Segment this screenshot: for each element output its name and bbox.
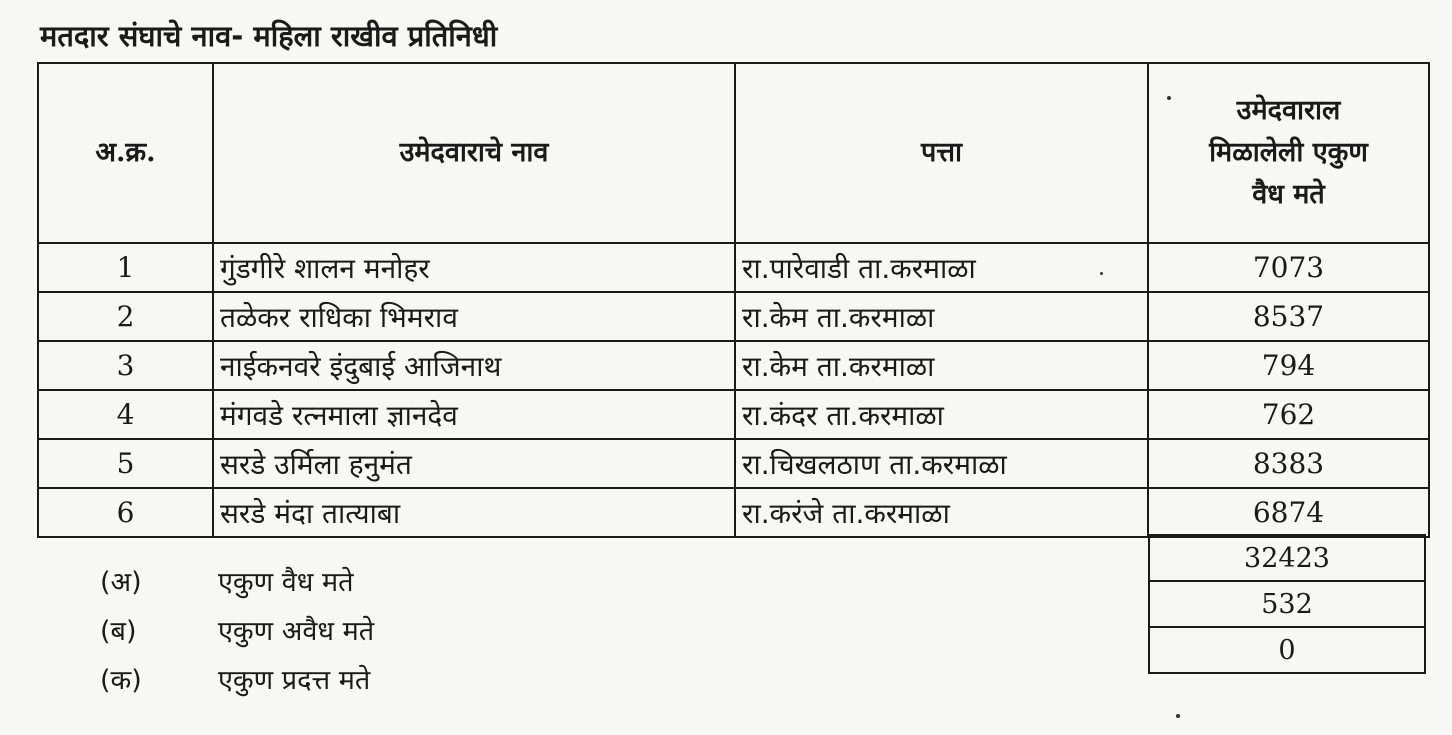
table-row	[38, 341, 1429, 390]
summary-label: एकुण प्रदत्त मते	[218, 665, 371, 696]
table-row	[38, 292, 1429, 341]
header-valid-votes-line-1: उमेदवाराल	[1236, 95, 1341, 126]
summary-label: एकुण वैध मते	[218, 567, 354, 598]
header-address: पत्ता	[735, 63, 1148, 243]
cell-candidate-name: तळेकर राधिका भिमराव	[213, 292, 735, 341]
cell-serial-number: 1	[38, 243, 213, 292]
results-table	[37, 62, 1430, 538]
summary-value-invalid: 532	[1149, 581, 1425, 627]
cell-serial-number: 3	[38, 341, 213, 390]
cell-serial-number: 2	[38, 292, 213, 341]
summary-value-valid: 32423	[1149, 535, 1425, 581]
scan-speck	[1167, 96, 1171, 100]
summary-value-tendered: 0	[1149, 627, 1425, 673]
summary-mark: (ब)	[100, 616, 137, 647]
cell-candidate-name: नाईकनवरे इंदुबाई आजिनाथ	[213, 341, 735, 390]
cell-votes: 7073	[1148, 243, 1429, 292]
summary-label: एकुण अवैध मते	[218, 616, 375, 647]
table-header-row	[38, 63, 1429, 243]
cell-votes: 8537	[1148, 292, 1429, 341]
cell-serial-number: 5	[38, 439, 213, 488]
document-title: मतदार संघाचे नाव- महिला राखीव प्रतिनिधी	[40, 19, 498, 53]
cell-votes: 794	[1148, 341, 1429, 390]
cell-candidate-name: गुंडगीरे शालन मनोहर	[213, 243, 735, 292]
scan-speck	[1176, 714, 1180, 718]
cell-candidate-name: सरडे मंदा तात्याबा	[213, 488, 735, 537]
summary-mark: (क)	[100, 665, 142, 696]
table-row	[38, 390, 1429, 439]
table-row	[38, 488, 1429, 537]
summary-value-row	[1149, 581, 1425, 627]
cell-address: रा.पारेवाडी ता.करमाळा	[735, 243, 1148, 292]
cell-candidate-name: मंगवडे रत्नमाला ज्ञानदेव	[213, 390, 735, 439]
table-row	[38, 439, 1429, 488]
cell-serial-number: 6	[38, 488, 213, 537]
summary-values-box	[1148, 534, 1426, 674]
cell-address: रा.केम ता.करमाळा	[735, 341, 1148, 390]
cell-address: रा.करंजे ता.करमाळा	[735, 488, 1148, 537]
summary-labels	[100, 556, 374, 703]
summary-value-row	[1149, 627, 1425, 673]
cell-address: रा.चिखलठाण ता.करमाळा	[735, 439, 1148, 488]
cell-serial-number: 4	[38, 390, 213, 439]
header-valid-votes	[1148, 63, 1429, 243]
summary-row-invalid	[100, 605, 374, 654]
table-row	[38, 243, 1429, 292]
cell-candidate-name: सरडे उर्मिला हनुमंत	[213, 439, 735, 488]
cell-votes: 6874	[1148, 488, 1429, 537]
scan-speck	[1100, 272, 1103, 275]
header-candidate-name: उमेदवाराचे नाव	[213, 63, 735, 243]
cell-address: रा.केम ता.करमाळा	[735, 292, 1148, 341]
cell-votes: 762	[1148, 390, 1429, 439]
summary-row-tendered	[100, 654, 374, 703]
header-valid-votes-line-3: वैध मते	[1252, 179, 1325, 210]
header-valid-votes-line-2: मिळालेली एकुण	[1209, 137, 1368, 168]
summary-mark: (अ)	[100, 567, 142, 598]
header-serial-number: अ.क्र.	[38, 63, 213, 243]
cell-votes: 8383	[1148, 439, 1429, 488]
summary-row-valid	[100, 556, 374, 605]
summary-value-row	[1149, 535, 1425, 581]
cell-address: रा.कंदर ता.करमाळा	[735, 390, 1148, 439]
